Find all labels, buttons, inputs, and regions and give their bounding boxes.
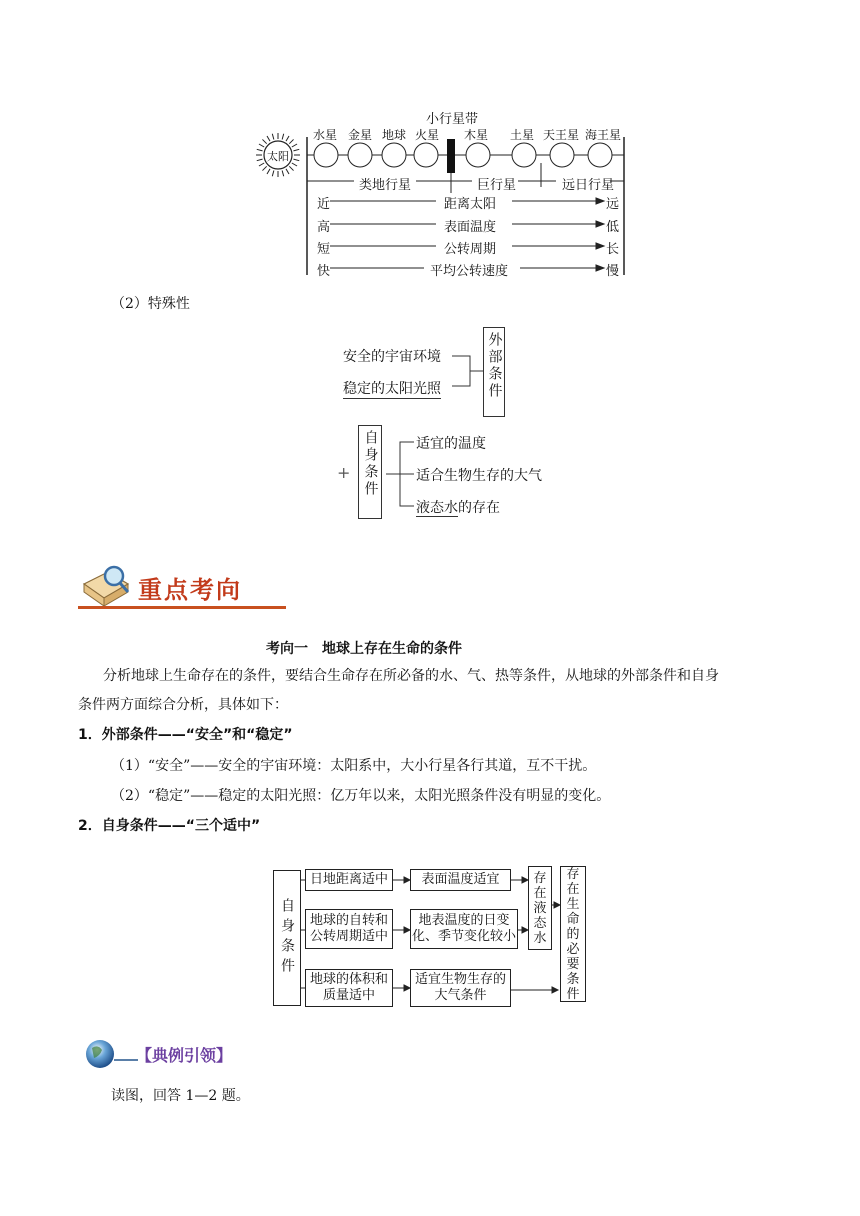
sun-label: 太阳 [267,150,289,163]
sun-ray [267,169,270,174]
row-label-period: 公转周期 [444,242,497,257]
planet-label-venus: 金星 [348,128,373,142]
sun-ray [293,149,299,151]
flow-c2-box: 适宜生物生存的大气条件 [410,969,511,1007]
flow-a2-box: 表面温度适宜 [410,869,511,891]
sun-ray [257,149,263,151]
flow-b1-box: 地球的自转和公转周期适中 [305,909,393,949]
point-1-heading: 1．外部条件——“安全”和“稳定” [78,727,293,743]
sun-ray [292,163,297,166]
special-heading: （2）特殊性 [111,296,190,312]
asteroid-belt-bar [447,139,455,173]
sun-ray [259,163,264,166]
internal-item-water: 液态水的存在 [416,500,500,516]
planet-label-mars: 火星 [415,128,440,142]
point-1-safe: （1）“安全”——安全的宇宙环境：太阳系中，大小行星各行其道，互不干扰。 [111,758,597,774]
sun-ray [289,139,293,143]
sun-ray [293,159,299,161]
row-label-speed: 平均公转速度 [430,264,509,279]
planet-label-mercury: 水星 [313,128,338,142]
asteroid-belt-label: 小行星带 [426,112,479,127]
internal-conditions-box [358,425,382,519]
row-left-high: 高 [317,220,331,235]
row-right-long: 长 [606,242,620,257]
row-label-distance: 距离太阳 [444,197,497,212]
flow-b2-box: 地表温度的日变化、季节变化较小 [410,909,518,949]
internal-conditions-label: 自身条件 [362,430,379,498]
sun-ray [272,170,274,176]
external-conditions-box [483,327,505,417]
row-label-temperature: 表面温度 [444,220,497,235]
banner-title: 重点考向 [138,576,242,604]
intro-line-2: 条件两方面综合分析，具体如下： [78,697,288,713]
row-left-fast: 快 [317,264,331,279]
section-title: 考向一 地球上存在生命的条件 [266,641,462,657]
sun-ray [262,139,266,143]
planet-label-uranus: 天王星 [543,128,580,142]
planet-label-earth: 地球 [382,128,407,142]
sun-ray [262,166,266,170]
row-right-slow: 慢 [606,264,620,279]
external-conditions-label: 外部条件 [486,332,503,400]
row-right-far: 远 [606,197,620,212]
external-item-stable: 稳定的太阳光照 [343,378,441,399]
group-terrestrial: 类地行星 [359,178,412,193]
sun-ray [282,170,284,176]
sun-ray [292,144,297,147]
sun-ray [289,166,293,170]
planet-label-saturn: 土星 [510,128,535,142]
row-right-low: 低 [606,220,620,235]
water-underline [416,516,458,517]
flow-a1-box: 日地距离适中 [305,869,393,891]
sun-ray [286,169,289,174]
sun-ray [267,136,270,141]
point-1-stable: （2）“稳定”——稳定的太阳光照：亿万年以来，太阳光照条件没有明显的变化。 [111,788,611,804]
question-prompt: 读图，回答 1—2 题。 [111,1088,250,1104]
flow-water-box: 存在液态水 [528,866,552,950]
row-left-near: 近 [317,197,331,212]
point-2-heading: 2．自身条件——“三个适中” [78,818,261,834]
group-giant: 巨行星 [477,178,517,193]
banner-underline [78,606,286,609]
flow-self-box: 自身条件 [273,870,301,1006]
row-left-short: 短 [317,242,331,257]
planet-label-jupiter: 木星 [464,128,489,142]
external-item-safe: 安全的宇宙环境 [343,349,441,365]
example-heading: 【典例引领】 [136,1046,233,1065]
sun-ray [286,136,289,141]
sun-ray [272,134,274,140]
plus-sign: + [337,463,351,482]
sun-ray [282,134,284,140]
internal-item-temperature: 适宜的温度 [416,436,486,452]
sun-ray [259,144,264,147]
magnifier-book-icon [78,562,138,610]
group-distant: 远日行星 [562,178,615,193]
sun-ray [257,159,263,161]
globe-icon [80,1036,140,1072]
internal-item-atmosphere: 适合生物生存的大气 [416,468,542,484]
intro-line-1: 分析地球上生命存在的条件，要结合生命存在所必备的水、气、热等条件，从地球的外部条件和自身 [103,668,719,684]
flow-c1-box: 地球的体积和质量适中 [305,969,393,1007]
flow-result-box: 存在生命的必要条件 [560,866,586,1002]
planet-label-neptune: 海王星 [585,128,622,142]
